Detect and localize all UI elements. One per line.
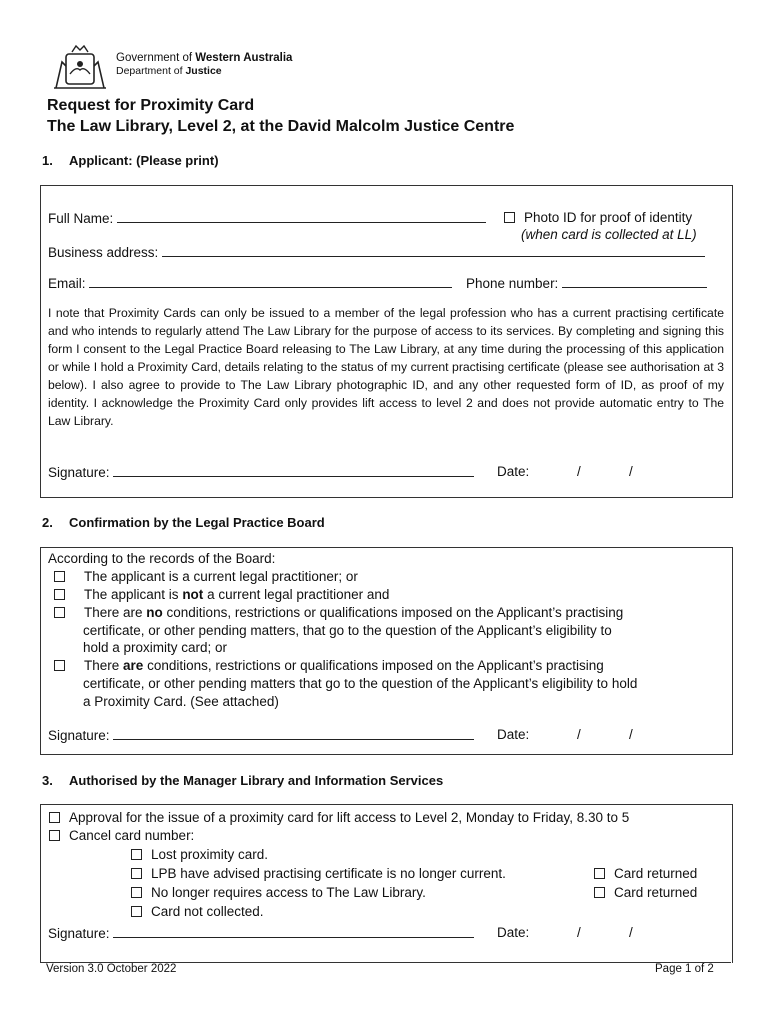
government-name: Government of Western Australia	[116, 52, 293, 64]
checkbox-icon	[49, 812, 60, 823]
form-subtitle: The Law Library, Level 2, at the David Malcolm Justice Centre	[47, 118, 515, 135]
date-slash: /	[577, 727, 581, 742]
checkbox-icon	[594, 887, 605, 898]
card-not-collected-checkbox[interactable]: Card not collected.	[131, 904, 264, 919]
lpb-advised-checkbox[interactable]: LPB have advised practising certificate is no longer current.	[131, 866, 506, 881]
full-name-field[interactable]: Full Name:	[48, 210, 486, 226]
date-slash: /	[629, 727, 633, 742]
option-conditions-line2: certificate, or other pending matters that go to the question of the Applicant’s eligibility to hold	[83, 676, 638, 691]
lost-card-checkbox[interactable]: Lost proximity card.	[131, 847, 268, 862]
date-slash: /	[577, 925, 581, 940]
option-conditions-line3: a Proximity Card. (See attached)	[83, 694, 279, 709]
lpb-confirmation-box	[40, 547, 733, 755]
form-title: Request for Proximity Card	[47, 97, 255, 114]
checkbox-icon	[504, 212, 515, 223]
applicant-signature-field[interactable]: Signature:	[48, 464, 474, 480]
version-label: Version 3.0 October 2022	[46, 963, 177, 975]
section2-heading: 2. Confirmation by the Legal Practice Board	[42, 515, 325, 530]
wa-crest-logo	[52, 44, 108, 90]
option-no-conditions-line2: certificate, or other pending matters, that go to the question of the Applicant’s eligibility to	[83, 623, 612, 638]
approval-checkbox[interactable]: Approval for the issue of a proximity card for lift access to Level 2, Monday to Friday, 8.30 to 5	[49, 810, 629, 825]
section3-heading: 3. Authorised by the Manager Library and Information Services	[42, 773, 444, 788]
option-conditions[interactable]: There are conditions, restrictions or qualifications imposed on the Applicant’s practising	[54, 658, 604, 673]
date-slash: /	[629, 925, 633, 940]
applicant-date-field[interactable]: Date:	[497, 464, 530, 479]
authorisation-box	[40, 804, 733, 963]
lpb-intro: According to the records of the Board:	[48, 551, 276, 566]
photo-id-note: (when card is collected at LL)	[521, 227, 697, 242]
checkbox-icon	[131, 887, 142, 898]
option-no-conditions-line3: hold a proximity card; or	[83, 640, 228, 655]
page-number: Page 1 of 2	[655, 963, 714, 975]
date-slash: /	[577, 464, 581, 479]
section1-heading: 1. Applicant: (Please print)	[42, 153, 219, 168]
phone-field[interactable]: Phone number:	[466, 275, 707, 291]
checkbox-icon	[54, 571, 65, 582]
manager-date-field[interactable]: Date:	[497, 925, 530, 940]
lpb-signature-field[interactable]: Signature:	[48, 727, 474, 743]
photo-id-checkbox[interactable]: Photo ID for proof of identity	[504, 210, 692, 225]
card-returned-checkbox-2[interactable]: Card returned	[594, 885, 697, 900]
checkbox-icon	[131, 849, 142, 860]
option-no-conditions[interactable]: There are no conditions, restrictions or qualifications imposed on the Applicant’s practising	[54, 605, 623, 620]
cancel-card-checkbox[interactable]: Cancel card number:	[49, 828, 194, 843]
no-longer-requires-checkbox[interactable]: No longer requires access to The Law Library.	[131, 885, 426, 900]
date-slash: /	[629, 464, 633, 479]
checkbox-icon	[594, 868, 605, 879]
checkbox-icon	[54, 607, 65, 618]
business-address-field[interactable]: Business address:	[48, 244, 705, 260]
lpb-date-field[interactable]: Date:	[497, 727, 530, 742]
department-name: Department of Justice	[116, 65, 222, 77]
manager-signature-field[interactable]: Signature:	[48, 925, 474, 941]
checkbox-icon	[54, 660, 65, 671]
checkbox-icon	[131, 868, 142, 879]
email-field[interactable]: Email:	[48, 275, 452, 291]
card-returned-checkbox-1[interactable]: Card returned	[594, 866, 697, 881]
applicant-box	[40, 185, 733, 498]
consent-statement: I note that Proximity Cards can only be issued to a member of the legal profession who has a current practising certificate and who intends to regularly attend The Law Library for the purpose of access to its services. By completing and signing this form I consent to the Legal Practice Board releasing to The Law Library, at any time during the processing of this application or while I hold a Proximity Card, details relating to the status of my current practising certificate (please see authorisation at 3 below). I also agree to provide to The Law Library photographic ID, and any other requested form of ID, as proof of my identity. I acknowledge the Proximity Card only provides lift access to level 2 and does not provide automatic entry to The Law Library.	[48, 306, 724, 428]
checkbox-icon	[54, 589, 65, 600]
checkbox-icon	[131, 906, 142, 917]
option-current-practitioner[interactable]: The applicant is a current legal practitioner; or	[54, 569, 358, 584]
option-not-current-practitioner[interactable]: The applicant is not a current legal practitioner and	[54, 587, 389, 602]
checkbox-icon	[49, 830, 60, 841]
